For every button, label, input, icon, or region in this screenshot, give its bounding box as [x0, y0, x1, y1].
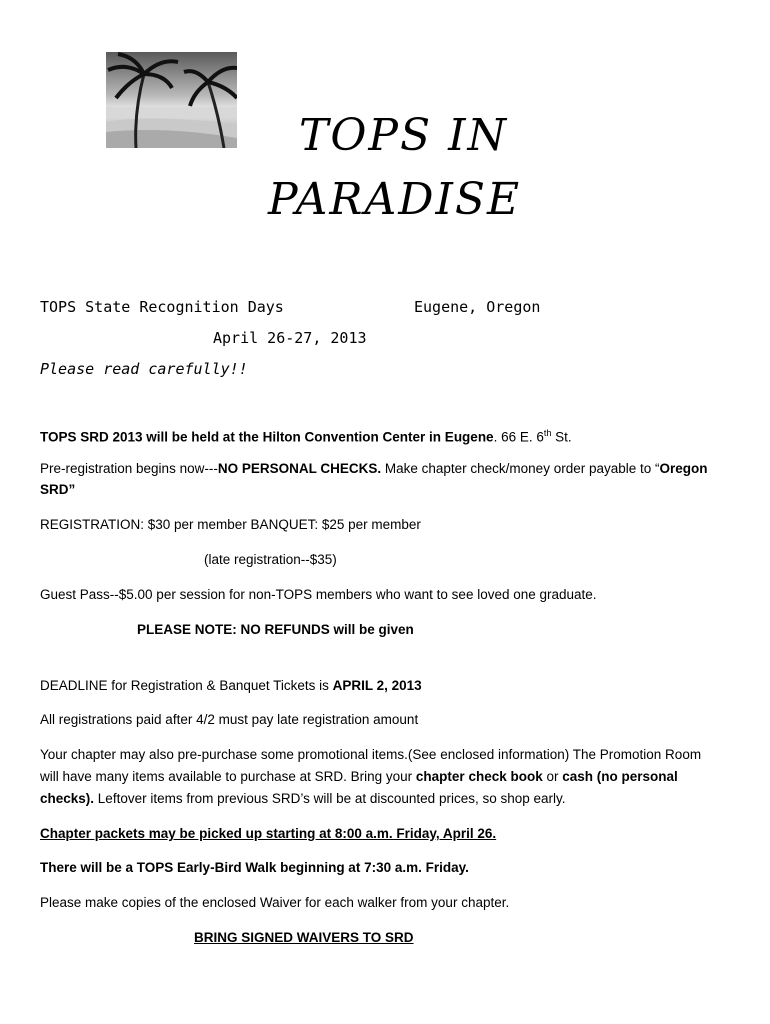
no-personal-checks: NO PERSONAL CHECKS. [217, 461, 382, 476]
prereg-text: Pre-registration begins now--- [40, 461, 218, 476]
venue-address-suffix: th [543, 428, 552, 438]
promo-or: or [542, 769, 563, 784]
guest-pass: Guest Pass--$5.00 per session for non-TOPS members who want to see loved one graduate. [40, 587, 597, 602]
payee-oregon: Oregon [659, 461, 708, 476]
event-dates: April 26-27, 2013 [213, 329, 367, 347]
deadline-text: DEADLINE for Registration & Banquet Tickets is [40, 678, 333, 693]
venue-name: TOPS SRD 2013 will be held at the Hilton Convention Center in Eugene [40, 429, 494, 445]
prereg-line-1 [40, 458, 708, 479]
read-carefully-notice: Please read carefully!! [40, 360, 248, 378]
waiver-copies-note: Please make copies of the enclosed Waiver for each walker from your chapter. [40, 895, 510, 910]
early-bird-walk-note: There will be a TOPS Early-Bird Walk beginning at 7:30 a.m. Friday. [40, 860, 469, 875]
event-name: TOPS State Recognition Days [40, 298, 284, 316]
late-payment-note: All registrations paid after 4/2 must pay late registration amount [40, 712, 419, 727]
payee-srd: SRD” [40, 482, 76, 497]
registration-pricing: REGISTRATION: $30 per member BANQUET: $25 per member [40, 517, 421, 532]
chapter-check-book: chapter check book [415, 769, 543, 784]
title-line-2: PARADISE [268, 174, 522, 225]
promo-line-2 [40, 766, 678, 787]
checks-bold: checks). [40, 791, 95, 806]
late-registration-price: (late registration--$35) [204, 552, 337, 567]
venue-address: . 66 E. 6 [493, 429, 544, 445]
promo-bring-text: will have many items available to purchase at SRD. Bring your [40, 769, 416, 784]
cash-no-personal: cash (no personal [562, 769, 678, 784]
promo-line-1: Your chapter may also pre-purchase some promotional items.(See enclosed information) The Promotion Room [40, 747, 702, 762]
no-refunds-note: PLEASE NOTE: NO REFUNDS will be given [137, 622, 414, 637]
promo-line-3 [40, 788, 566, 809]
leftover-items-text: Leftover items from previous SRD’s will be at discounted prices, so shop early. [94, 791, 566, 806]
deadline-date: APRIL 2, 2013 [332, 678, 422, 693]
beach-photo [106, 52, 237, 148]
page-title [268, 104, 588, 232]
chapter-packets-note: Chapter packets may be picked up starting at 8:00 a.m. Friday, April 26. [40, 826, 497, 841]
payable-text: Make chapter check/money order payable to “ [381, 461, 660, 476]
bring-waivers-note: BRING SIGNED WAIVERS TO SRD [194, 930, 414, 945]
title-line-1: TOPS IN [299, 110, 509, 161]
venue-line [40, 423, 572, 448]
prereg-line-2 [40, 479, 75, 500]
venue-address-street: St. [551, 429, 572, 445]
deadline-line [40, 675, 422, 696]
event-location: Eugene, Oregon [414, 298, 541, 316]
